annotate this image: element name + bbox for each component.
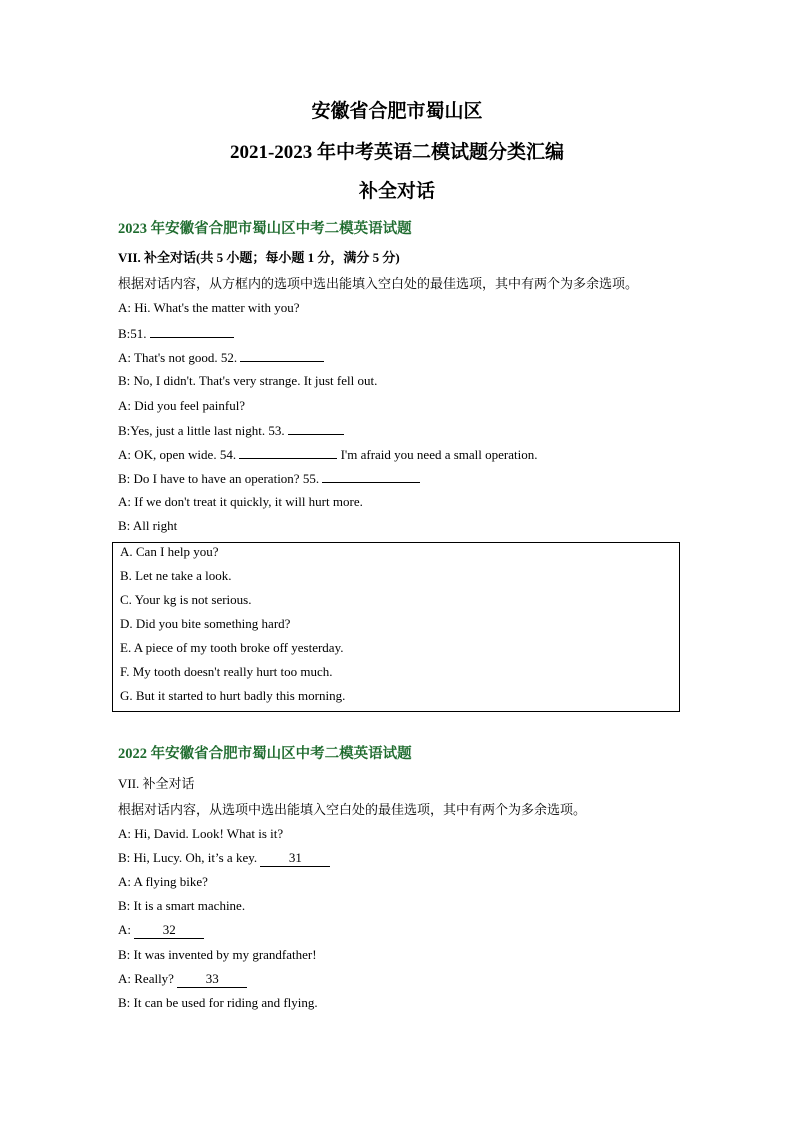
title-topic: 补全对话 [358, 181, 435, 202]
dialogue-line [118, 398, 245, 414]
option-b: B. Let ne take a look. [120, 568, 232, 583]
section-2023-instruction: 根据对话内容，从方框内的选项中选出能填入空白处的最佳选项，其中有两个为多余选项。 [118, 276, 639, 291]
answer-blank-55[interactable] [322, 470, 420, 483]
dialogue-text: B: No, I didn't. That's very strange. It just fell out. [118, 373, 378, 388]
dialogue-line [118, 325, 234, 342]
option-e: E. A piece of my tooth broke off yesterday. [120, 640, 344, 655]
dialogue-line [118, 922, 204, 939]
dialogue-text: B: It can be used for riding and flying. [118, 995, 318, 1010]
dialogue-line [118, 518, 177, 534]
dialogue-line [118, 470, 420, 487]
section-2023-part-title: VII. 补全对话(共 5 小题；每小题 1 分，满分 5 分) [118, 250, 400, 265]
option-f: F. My tooth doesn't really hurt too much. [120, 664, 333, 679]
dialogue-line [118, 494, 363, 510]
title-region: 安徽省合肥市蜀山区 [311, 101, 483, 122]
dialogue-line [118, 850, 330, 867]
dialogue-text: B:51. [118, 326, 150, 341]
dialogue-text: B: All right [118, 518, 178, 533]
dialogue-text: A: If we don't treat it quickly, it will hurt more. [118, 494, 363, 509]
answer-blank-32[interactable]: 32 [134, 922, 204, 939]
options-box [112, 542, 680, 712]
dialogue-text: A: OK, open wide. 54. [118, 447, 240, 462]
dialogue-text: A: Did you feel painful? [118, 398, 246, 413]
dialogue-text: A: Really? [118, 971, 178, 986]
dialogue-text: A: That's not good. 52. [118, 350, 241, 365]
answer-blank-33[interactable]: 33 [177, 971, 247, 988]
dialogue-text: B: Hi, Lucy. Oh, it’s a key. [118, 850, 261, 865]
answer-blank-53[interactable] [288, 422, 344, 435]
dialogue-line [118, 898, 245, 914]
dialogue-line [118, 349, 324, 366]
dialogue-text: A: Hi, David. Look! What is it? [118, 826, 284, 841]
dialogue-line [118, 826, 283, 842]
dialogue-text: A: [118, 922, 135, 937]
dialogue-line [118, 874, 208, 890]
option-g: G. But it started to hurt badly this morning. [120, 688, 346, 703]
dialogue-line [118, 971, 247, 988]
dialogue-line [118, 446, 538, 463]
option-d: D. Did you bite something hard? [120, 616, 291, 631]
section-2022-heading: 2022 年安徽省合肥市蜀山区中考二模英语试题 [118, 746, 412, 762]
dialogue-text: A: A flying bike? [118, 874, 208, 889]
dialogue-line [118, 373, 377, 389]
dialogue-line [118, 947, 317, 963]
section-2022-instruction: 根据对话内容，从选项中选出能填入空白处的最佳选项，其中有两个为多余选项。 [118, 802, 587, 817]
dialogue-text: I'm afraid you need a small operation. [337, 447, 538, 462]
dialogue-line [118, 300, 300, 316]
option-c: C. Your kg is not serious. [120, 592, 252, 607]
section-2023-heading: 2023 年安徽省合肥市蜀山区中考二模英语试题 [118, 221, 412, 237]
option-a: A. Can I help you? [120, 544, 219, 559]
dialogue-line [118, 995, 318, 1011]
answer-blank-54[interactable] [239, 446, 337, 459]
dialogue-text: B: Do I have to have an operation? 55. [118, 471, 323, 486]
dialogue-line [118, 422, 344, 439]
answer-blank-31[interactable]: 31 [260, 850, 330, 867]
dialogue-text: B:Yes, just a little last night. 53. [118, 423, 288, 438]
title-exam: 2021-2023 年中考英语二模试题分类汇编 [229, 142, 565, 163]
answer-blank-52[interactable] [240, 349, 324, 362]
dialogue-text: A: Hi. What's the matter with you? [118, 300, 300, 315]
dialogue-text: B: It is a smart machine. [118, 898, 246, 913]
dialogue-text: B: It was invented by my grandfather! [118, 947, 317, 962]
answer-blank-51[interactable] [150, 325, 234, 338]
section-2022-part-title: VII. 补全对话 [118, 776, 195, 791]
